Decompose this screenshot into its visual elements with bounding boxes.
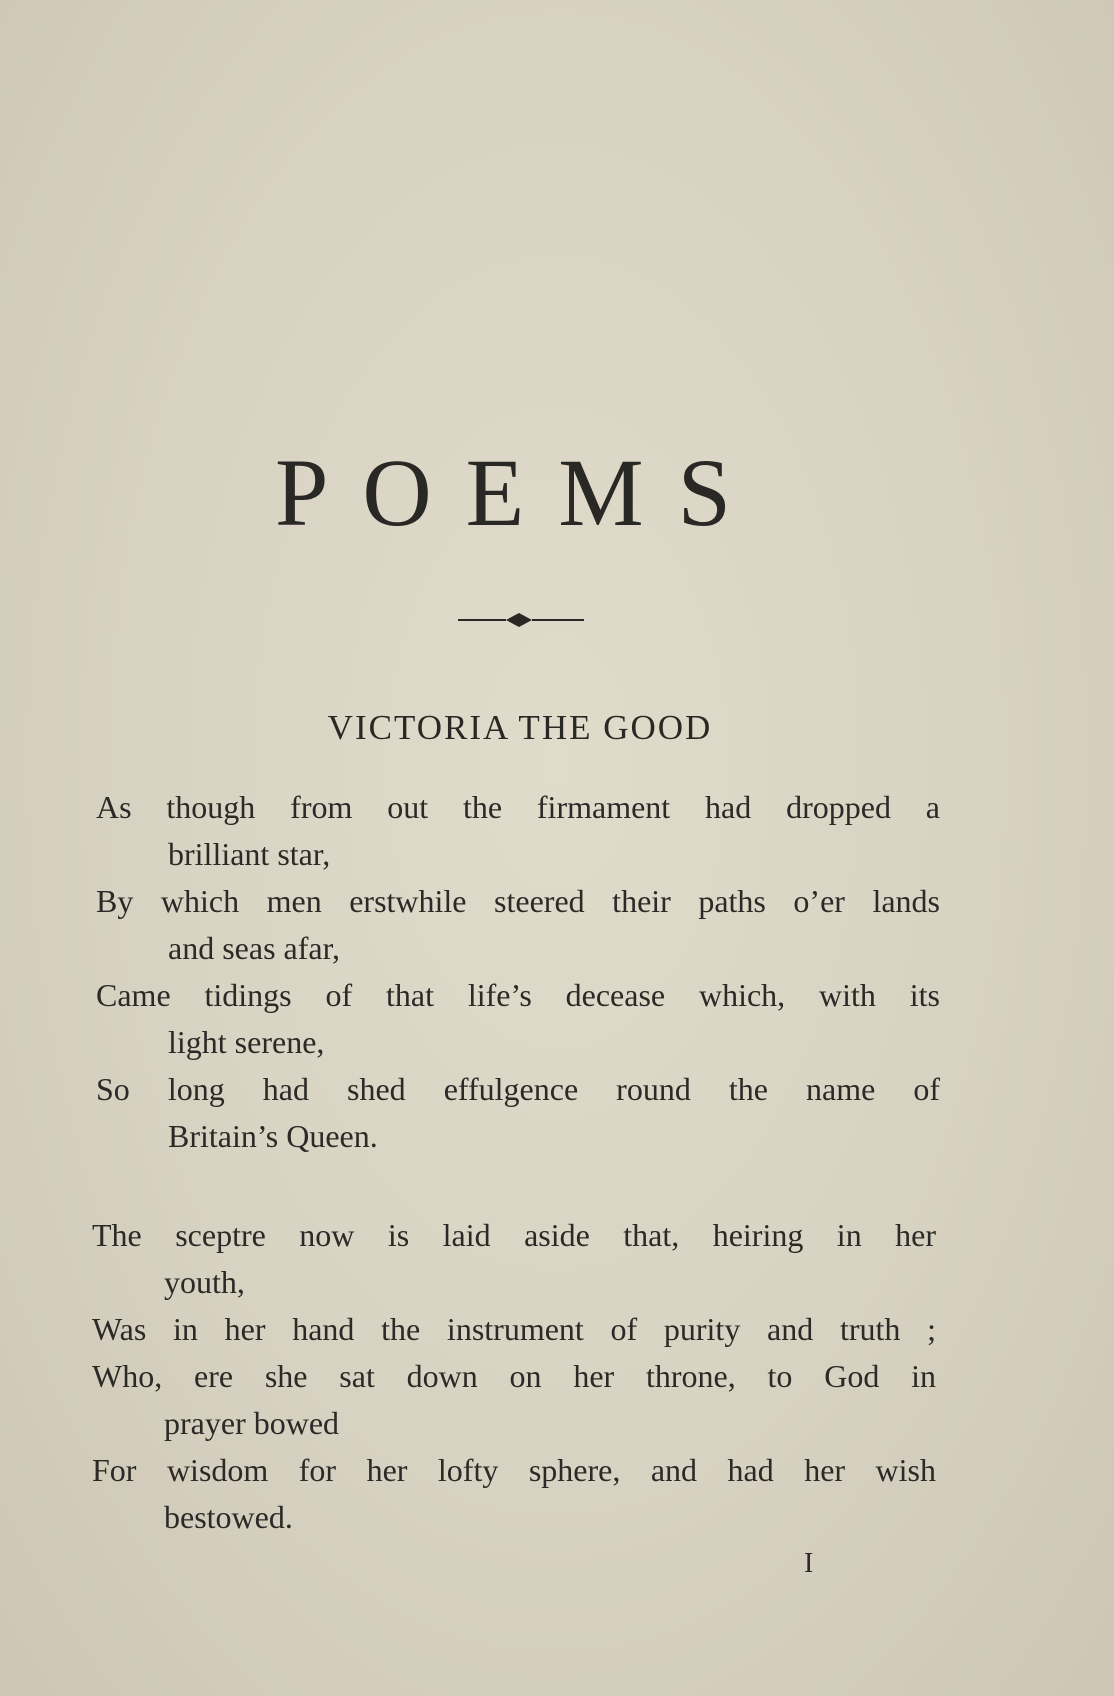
poem-line: Was in her hand the instrument of purity and truth ; bbox=[92, 1311, 936, 1347]
poem-line: The sceptre now is laid aside that, heiring in her bbox=[92, 1217, 936, 1253]
poem-title: VICTORIA THE GOOD bbox=[327, 708, 713, 747]
poem-line: bestowed. bbox=[164, 1499, 293, 1535]
poem-line: By which men erstwhile steered their paths o’er lands bbox=[96, 883, 940, 919]
poem-line: Britain’s Queen. bbox=[168, 1118, 378, 1154]
poem-line: For wisdom for her lofty sphere, and had her wish bbox=[92, 1452, 936, 1488]
page-title: POEMS bbox=[274, 439, 766, 546]
page-number: I bbox=[804, 1548, 814, 1579]
poem-line: light serene, bbox=[168, 1024, 325, 1060]
poem-line: Who, ere she sat down on her throne, to God in bbox=[92, 1358, 936, 1394]
poem-line: Came tidings of that life’s decease which, with its bbox=[96, 977, 940, 1013]
poem-line: So long had shed effulgence round the name of bbox=[96, 1071, 940, 1107]
poem-line: brilliant star, bbox=[168, 836, 331, 872]
poem-line: youth, bbox=[164, 1264, 245, 1300]
stanza bbox=[92, 1212, 936, 1541]
poem-line: and seas afar, bbox=[168, 930, 340, 966]
ornament-divider-icon bbox=[458, 608, 584, 632]
stanza bbox=[96, 784, 940, 1160]
poem-line: As though from out the firmament had dropped a bbox=[96, 789, 940, 825]
poem-line: prayer bowed bbox=[164, 1405, 340, 1441]
